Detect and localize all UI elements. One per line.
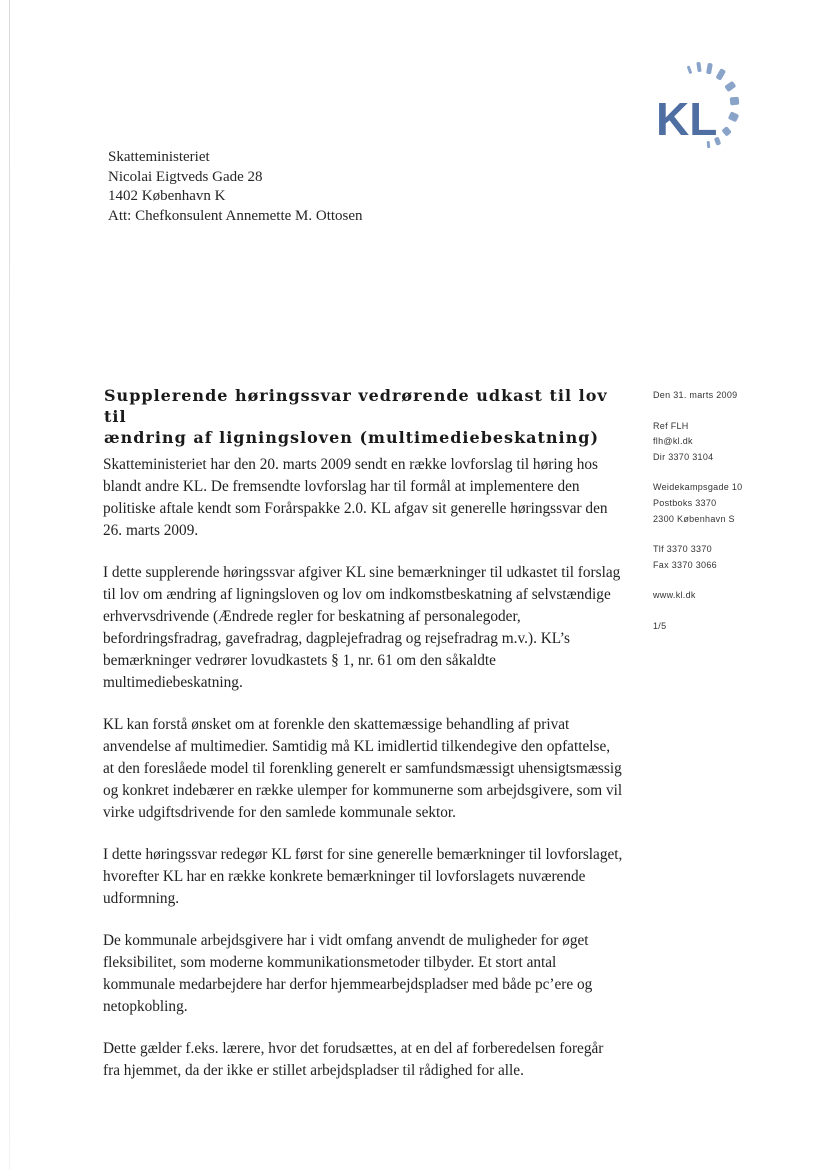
body-paragraph: I dette høringssvar redegør KL først for sine generelle bemærkninger til lovforslaget, hvorefter KL har en række konkrete bemærkninger til lovforslagets nuværende udformning. [103, 846, 623, 907]
reference: Ref FLH [653, 420, 689, 431]
po-box: Postboks 3370 [653, 497, 717, 508]
logo-text: KL [656, 93, 718, 145]
body-paragraph: Dette gælder f.eks. lærere, hvor det forudsættes, at en del af forberedelsen foregår fra hjemmet, da der ikke er stillet arbejdspladser til rådighed for alle. [103, 1040, 604, 1079]
date-block [653, 388, 803, 404]
direct-phone: Dir 3370 3104 [653, 451, 714, 462]
sender-sidebar [653, 388, 803, 650]
street-address: Weidekampsgade 10 [653, 482, 743, 493]
kl-logo [648, 55, 758, 155]
title-line-1: Supplerende høringssvar vedrørende udkast til lov til [104, 386, 608, 426]
page-number-block [653, 619, 803, 635]
fax-number: Fax 3370 3066 [653, 559, 717, 570]
body-paragraph: De kommunale arbejdsgivere har i vidt omfang anvendt de muligheder for øget fleksibilitet, som moderne kommunikationsmetoder tilbyder. Et stort antal kommunale medarbejdere har derfor hjemmearbejdspladser med både pc’ere og netopkobling. [103, 932, 593, 1015]
kl-logo-graphic [648, 55, 758, 155]
address-line: Skatteministeriet [108, 149, 210, 165]
recipient-address [108, 148, 363, 226]
address-line: Att: Chefkonsulent Annemette M. Ottosen [108, 207, 363, 224]
scan-edge [9, 0, 10, 1170]
web-block [653, 588, 803, 604]
postal-city: 2300 København S [653, 513, 735, 524]
body-paragraph: I dette supplerende høringssvar afgiver KL sine bemærkninger til udkastet til forslag til lov om ændring af ligningsloven og lov om indkomstbeskatning af selvstændige erhvervsdrivende (Ændrede regler for beskatning af personalegoder, befordringsfradrag, gavefradrag, dagplejefradrag og rejsefradrag m.v.). KL’s bemærkninger vedrører lovudkastets § 1, nr. 61 om den såkaldte multimediebeskatning. [103, 564, 621, 691]
postal-address-block [653, 480, 803, 527]
reference-block [653, 419, 803, 466]
address-line: 1402 København K [108, 188, 226, 204]
body-paragraph: KL kan forstå ønsket om at forenkle den skattemæssige behandling af privat anvendelse af multimedier. Samtidig må KL imidlertid tilkendegive den opfattelse, at den foreslåede model til forenkling generelt er samfundsmæssigt uhensigtsmæssig og konkret indebærer en række ulemper for kommunerne som arbejdsgivere, som vil virke udgiftsdrivende for den samlede kommunale sektor. [103, 716, 623, 821]
address-line: Nicolai Eigtveds Gade 28 [108, 168, 263, 185]
phone-block [653, 542, 803, 573]
body-paragraph: Skatteministeriet har den 20. marts 2009 sendt en række lovforslag til høring hos blandt andre KL. De fremsendte lovforslag har til formål at implementere den politiske aftale kendt som Forårspakke 2.0. KL afgav sit generelle høringssvar den 26. marts 2009. [103, 456, 608, 539]
letter-body [103, 454, 623, 1102]
letter-date: Den 31. marts 2009 [653, 390, 738, 400]
page-number: 1/5 [653, 620, 667, 631]
email-address: flh@kl.dk [653, 436, 693, 447]
website: www.kl.dk [653, 590, 696, 601]
title-line-2: ændring af ligningsloven (multimediebeskatning) [104, 428, 600, 447]
letter-title [104, 385, 624, 448]
main-phone: Tlf 3370 3370 [653, 544, 712, 555]
